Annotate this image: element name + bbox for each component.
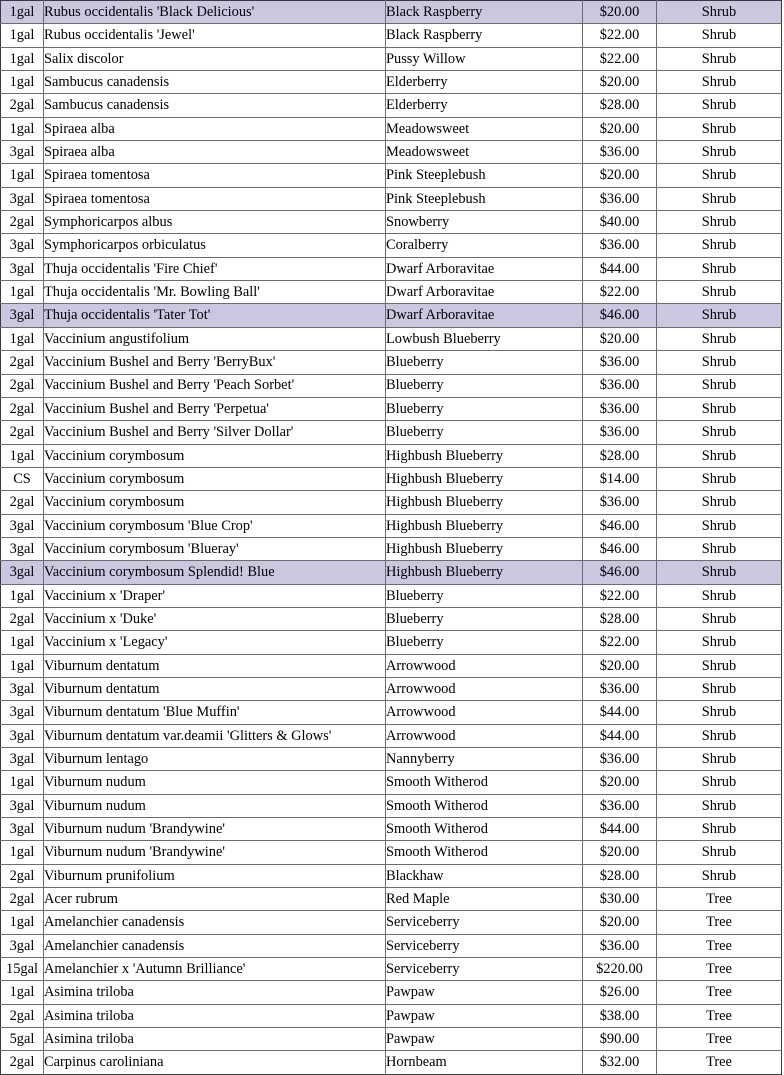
table-row[interactable] xyxy=(1,1028,782,1051)
cell-size: CS xyxy=(1,467,44,490)
cell-botanical-name: Salix discolor xyxy=(44,47,386,70)
cell-plant-type: Tree xyxy=(657,958,782,981)
cell-plant-type: Shrub xyxy=(657,748,782,771)
cell-price: $28.00 xyxy=(583,864,657,887)
table-row[interactable] xyxy=(1,1,782,24)
cell-botanical-name: Asimina triloba xyxy=(44,1004,386,1027)
cell-common-name: Highbush Blueberry xyxy=(386,561,583,584)
cell-price: $36.00 xyxy=(583,374,657,397)
cell-botanical-name: Spiraea alba xyxy=(44,141,386,164)
cell-common-name: Hornbeam xyxy=(386,1051,583,1074)
cell-plant-type: Shrub xyxy=(657,584,782,607)
table-row[interactable] xyxy=(1,911,782,934)
cell-plant-type: Shrub xyxy=(657,677,782,700)
cell-botanical-name: Carpinus caroliniana xyxy=(44,1051,386,1074)
cell-botanical-name: Viburnum dentatum xyxy=(44,654,386,677)
cell-size: 15gal xyxy=(1,958,44,981)
table-row[interactable] xyxy=(1,421,782,444)
cell-size: 3gal xyxy=(1,304,44,327)
cell-plant-type: Shrub xyxy=(657,374,782,397)
cell-price: $28.00 xyxy=(583,607,657,630)
cell-size: 1gal xyxy=(1,841,44,864)
cell-botanical-name: Symphoricarpos orbiculatus xyxy=(44,234,386,257)
cell-size: 3gal xyxy=(1,794,44,817)
cell-price: $36.00 xyxy=(583,748,657,771)
cell-plant-type: Shrub xyxy=(657,421,782,444)
table-row[interactable] xyxy=(1,724,782,747)
cell-common-name: Blueberry xyxy=(386,584,583,607)
cell-botanical-name: Amelanchier x 'Autumn Brilliance' xyxy=(44,958,386,981)
cell-common-name: Smooth Witherod xyxy=(386,818,583,841)
table-row[interactable] xyxy=(1,818,782,841)
plant-inventory-table-body xyxy=(1,1,782,1075)
cell-common-name: Arrowwood xyxy=(386,724,583,747)
cell-price: $26.00 xyxy=(583,981,657,1004)
cell-common-name: Dwarf Arboravitae xyxy=(386,257,583,280)
cell-botanical-name: Asimina triloba xyxy=(44,1028,386,1051)
cell-size: 3gal xyxy=(1,514,44,537)
table-row[interactable] xyxy=(1,1051,782,1074)
cell-common-name: Meadowsweet xyxy=(386,141,583,164)
table-row[interactable] xyxy=(1,537,782,560)
cell-common-name: Pink Steeplebush xyxy=(386,164,583,187)
cell-plant-type: Shrub xyxy=(657,818,782,841)
cell-size: 2gal xyxy=(1,397,44,420)
cell-common-name: Pawpaw xyxy=(386,1004,583,1027)
cell-botanical-name: Viburnum nudum 'Brandywine' xyxy=(44,818,386,841)
cell-size: 3gal xyxy=(1,141,44,164)
cell-plant-type: Shrub xyxy=(657,794,782,817)
cell-size: 1gal xyxy=(1,444,44,467)
table-row[interactable] xyxy=(1,607,782,630)
table-row[interactable] xyxy=(1,234,782,257)
cell-plant-type: Shrub xyxy=(657,327,782,350)
cell-price: $22.00 xyxy=(583,47,657,70)
table-row[interactable] xyxy=(1,934,782,957)
cell-size: 1gal xyxy=(1,584,44,607)
cell-price: $44.00 xyxy=(583,257,657,280)
cell-botanical-name: Vaccinium Bushel and Berry 'BerryBux' xyxy=(44,351,386,374)
cell-price: $22.00 xyxy=(583,281,657,304)
cell-price: $36.00 xyxy=(583,351,657,374)
cell-plant-type: Shrub xyxy=(657,841,782,864)
cell-price: $40.00 xyxy=(583,211,657,234)
cell-plant-type: Shrub xyxy=(657,164,782,187)
cell-plant-type: Shrub xyxy=(657,47,782,70)
cell-botanical-name: Vaccinium corymbosum 'Blueray' xyxy=(44,537,386,560)
cell-common-name: Highbush Blueberry xyxy=(386,537,583,560)
cell-price: $20.00 xyxy=(583,771,657,794)
table-row[interactable] xyxy=(1,327,782,350)
cell-botanical-name: Spiraea alba xyxy=(44,117,386,140)
cell-plant-type: Shrub xyxy=(657,141,782,164)
table-row[interactable] xyxy=(1,117,782,140)
cell-size: 2gal xyxy=(1,211,44,234)
cell-common-name: Highbush Blueberry xyxy=(386,491,583,514)
table-row[interactable] xyxy=(1,677,782,700)
cell-common-name: Dwarf Arboravitae xyxy=(386,281,583,304)
cell-size: 2gal xyxy=(1,351,44,374)
cell-size: 2gal xyxy=(1,94,44,117)
cell-size: 1gal xyxy=(1,281,44,304)
cell-botanical-name: Vaccinium Bushel and Berry 'Peach Sorbet' xyxy=(44,374,386,397)
cell-plant-type: Shrub xyxy=(657,234,782,257)
table-row[interactable] xyxy=(1,94,782,117)
table-row[interactable] xyxy=(1,211,782,234)
cell-size: 3gal xyxy=(1,677,44,700)
cell-price: $20.00 xyxy=(583,71,657,94)
cell-plant-type: Shrub xyxy=(657,607,782,630)
cell-common-name: Arrowwood xyxy=(386,677,583,700)
cell-plant-type: Tree xyxy=(657,911,782,934)
cell-size: 1gal xyxy=(1,771,44,794)
cell-plant-type: Shrub xyxy=(657,1,782,24)
cell-plant-type: Shrub xyxy=(657,117,782,140)
cell-price: $36.00 xyxy=(583,934,657,957)
cell-size: 2gal xyxy=(1,374,44,397)
cell-plant-type: Shrub xyxy=(657,514,782,537)
cell-plant-type: Tree xyxy=(657,981,782,1004)
cell-size: 1gal xyxy=(1,631,44,654)
cell-botanical-name: Thuja occidentalis 'Fire Chief' xyxy=(44,257,386,280)
cell-price: $46.00 xyxy=(583,537,657,560)
cell-botanical-name: Sambucus canadensis xyxy=(44,94,386,117)
table-row[interactable] xyxy=(1,654,782,677)
cell-botanical-name: Asimina triloba xyxy=(44,981,386,1004)
cell-price: $46.00 xyxy=(583,514,657,537)
cell-common-name: Blueberry xyxy=(386,351,583,374)
cell-plant-type: Tree xyxy=(657,1028,782,1051)
table-row[interactable] xyxy=(1,631,782,654)
table-row[interactable] xyxy=(1,467,782,490)
cell-size: 3gal xyxy=(1,537,44,560)
cell-plant-type: Tree xyxy=(657,888,782,911)
table-row[interactable] xyxy=(1,958,782,981)
cell-botanical-name: Viburnum dentatum var.deamii 'Glitters & Glows' xyxy=(44,724,386,747)
table-row[interactable] xyxy=(1,374,782,397)
cell-common-name: Smooth Witherod xyxy=(386,771,583,794)
table-row[interactable] xyxy=(1,771,782,794)
cell-price: $28.00 xyxy=(583,444,657,467)
cell-common-name: Coralberry xyxy=(386,234,583,257)
table-row[interactable] xyxy=(1,1004,782,1027)
cell-common-name: Elderberry xyxy=(386,94,583,117)
cell-price: $36.00 xyxy=(583,677,657,700)
cell-price: $28.00 xyxy=(583,94,657,117)
cell-plant-type: Shrub xyxy=(657,187,782,210)
cell-botanical-name: Vaccinium x 'Duke' xyxy=(44,607,386,630)
cell-size: 3gal xyxy=(1,818,44,841)
cell-size: 3gal xyxy=(1,748,44,771)
cell-size: 1gal xyxy=(1,1,44,24)
table-row[interactable] xyxy=(1,701,782,724)
table-row[interactable] xyxy=(1,864,782,887)
cell-price: $36.00 xyxy=(583,141,657,164)
table-row[interactable] xyxy=(1,514,782,537)
cell-plant-type: Tree xyxy=(706,1054,732,1071)
cell-price: $22.00 xyxy=(583,24,657,47)
cell-botanical-name: Rubus occidentalis 'Black Delicious' xyxy=(44,1,386,24)
cell-common-name: Blueberry xyxy=(386,607,583,630)
cell-price: $32.00 xyxy=(583,1051,657,1074)
cell-size: 5gal xyxy=(1,1028,44,1051)
cell-botanical-name: Viburnum dentatum 'Blue Muffin' xyxy=(44,701,386,724)
cell-botanical-name: Viburnum nudum xyxy=(44,794,386,817)
cell-common-name: Dwarf Arboravitae xyxy=(386,304,583,327)
cell-botanical-name: Vaccinium angustifolium xyxy=(44,327,386,350)
cell-size: 3gal xyxy=(1,187,44,210)
table-row[interactable] xyxy=(1,584,782,607)
cell-common-name: Snowberry xyxy=(386,211,583,234)
cell-common-name: Black Raspberry xyxy=(386,24,583,47)
cell-common-name: Arrowwood xyxy=(386,701,583,724)
table-row[interactable] xyxy=(1,281,782,304)
cell-price: $22.00 xyxy=(583,631,657,654)
cell-common-name: Blackhaw xyxy=(386,864,583,887)
cell-plant-type: Shrub xyxy=(657,561,782,584)
table-row[interactable] xyxy=(1,841,782,864)
cell-botanical-name: Vaccinium corymbosum Splendid! Blue xyxy=(44,561,386,584)
cell-plant-type: Shrub xyxy=(657,211,782,234)
cell-price: $20.00 xyxy=(583,841,657,864)
cell-size: 2gal xyxy=(1,421,44,444)
cell-size: 2gal xyxy=(1,491,44,514)
cell-price: $38.00 xyxy=(583,1004,657,1027)
table-row[interactable] xyxy=(1,981,782,1004)
cell-price: $36.00 xyxy=(583,794,657,817)
cell-common-name: Serviceberry xyxy=(386,958,583,981)
cell-botanical-name: Spiraea tomentosa xyxy=(44,187,386,210)
cell-botanical-name: Sambucus canadensis xyxy=(44,71,386,94)
table-row[interactable] xyxy=(1,491,782,514)
cell-common-name: Pussy Willow xyxy=(386,47,583,70)
cell-plant-type: Tree xyxy=(657,1004,782,1027)
cell-common-name: Smooth Witherod xyxy=(386,794,583,817)
cell-plant-type: Shrub xyxy=(657,444,782,467)
cell-botanical-name: Rubus occidentalis 'Jewel' xyxy=(44,24,386,47)
cell-price: $220.00 xyxy=(583,958,657,981)
cell-botanical-name: Vaccinium x 'Draper' xyxy=(44,584,386,607)
table-row[interactable] xyxy=(1,748,782,771)
cell-common-name: Highbush Blueberry xyxy=(386,514,583,537)
cell-common-name: Blueberry xyxy=(386,397,583,420)
cell-plant-type: Shrub xyxy=(657,71,782,94)
table-row[interactable] xyxy=(1,164,782,187)
cell-size: 2gal xyxy=(1,864,44,887)
cell-plant-type: Shrub xyxy=(657,537,782,560)
cell-size: 3gal xyxy=(1,701,44,724)
cell-common-name: Serviceberry xyxy=(386,934,583,957)
cell-plant-type: Shrub xyxy=(657,701,782,724)
cell-botanical-name: Vaccinium Bushel and Berry 'Perpetua' xyxy=(44,397,386,420)
cell-size: 1gal xyxy=(1,327,44,350)
cell-common-name: Lowbush Blueberry xyxy=(386,327,583,350)
table-row[interactable] xyxy=(1,444,782,467)
cell-size: 3gal xyxy=(1,724,44,747)
table-row[interactable] xyxy=(1,561,782,584)
table-row[interactable] xyxy=(1,304,782,327)
cell-common-name: Blueberry xyxy=(386,374,583,397)
cell-price: $44.00 xyxy=(583,818,657,841)
cell-plant-type: Shrub xyxy=(657,397,782,420)
cell-plant-type: Shrub xyxy=(657,724,782,747)
cell-botanical-name: Viburnum lentago xyxy=(44,748,386,771)
cell-price: $22.00 xyxy=(583,584,657,607)
cell-plant-type: Shrub xyxy=(657,94,782,117)
cell-size: 2gal xyxy=(1,1004,44,1027)
cell-botanical-name: Viburnum dentatum xyxy=(44,677,386,700)
cell-botanical-name: Viburnum prunifolium xyxy=(44,864,386,887)
cell-plant-type: Shrub xyxy=(657,631,782,654)
cell-common-name: Arrowwood xyxy=(386,654,583,677)
table-row[interactable] xyxy=(1,257,782,280)
cell-size: 2gal xyxy=(1,1051,44,1074)
cell-price: $46.00 xyxy=(583,561,657,584)
cell-size: 1gal xyxy=(1,117,44,140)
cell-botanical-name: Vaccinium corymbosum xyxy=(44,444,386,467)
cell-plant-type: Shrub xyxy=(657,304,782,327)
cell-price: $36.00 xyxy=(583,491,657,514)
cell-botanical-name: Vaccinium x 'Legacy' xyxy=(44,631,386,654)
table-row[interactable] xyxy=(1,397,782,420)
cell-common-name: Pawpaw xyxy=(386,981,583,1004)
cell-botanical-name: Vaccinium corymbosum xyxy=(44,467,386,490)
cell-common-name: Highbush Blueberry xyxy=(386,444,583,467)
cell-price: $36.00 xyxy=(583,397,657,420)
cell-common-name: Highbush Blueberry xyxy=(386,467,583,490)
cell-common-name: Serviceberry xyxy=(386,911,583,934)
cell-size: 2gal xyxy=(1,888,44,911)
cell-price: $36.00 xyxy=(583,421,657,444)
cell-common-name: Meadowsweet xyxy=(386,117,583,140)
cell-size: 1gal xyxy=(1,71,44,94)
cell-common-name: Black Raspberry xyxy=(386,1,583,24)
cell-price: $20.00 xyxy=(583,117,657,140)
cell-botanical-name: Vaccinium corymbosum 'Blue Crop' xyxy=(44,514,386,537)
cell-plant-type: Shrub xyxy=(657,491,782,514)
cell-common-name: Blueberry xyxy=(386,631,583,654)
cell-common-name: Elderberry xyxy=(386,71,583,94)
cell-botanical-name: Symphoricarpos albus xyxy=(44,211,386,234)
cell-plant-type: Shrub xyxy=(657,24,782,47)
cell-size: 2gal xyxy=(1,607,44,630)
table-row[interactable] xyxy=(1,187,782,210)
cell-botanical-name: Spiraea tomentosa xyxy=(44,164,386,187)
cell-size: 3gal xyxy=(1,561,44,584)
cell-price: $44.00 xyxy=(583,724,657,747)
cell-botanical-name: Vaccinium Bushel and Berry 'Silver Dollar' xyxy=(44,421,386,444)
cell-plant-type: Shrub xyxy=(657,864,782,887)
table-row[interactable] xyxy=(1,47,782,70)
cell-plant-type: Shrub xyxy=(657,281,782,304)
cell-price: $20.00 xyxy=(583,1,657,24)
cell-price: $90.00 xyxy=(583,1028,657,1051)
cell-price: $36.00 xyxy=(583,187,657,210)
cell-price: $44.00 xyxy=(583,701,657,724)
cell-botanical-name: Viburnum nudum xyxy=(44,771,386,794)
cell-price: $20.00 xyxy=(583,164,657,187)
cell-botanical-name: Viburnum nudum 'Brandywine' xyxy=(44,841,386,864)
cell-plant-type: Shrub xyxy=(657,351,782,374)
cell-common-name: Red Maple xyxy=(386,888,583,911)
cell-size: 3gal xyxy=(1,934,44,957)
cell-price: $14.00 xyxy=(583,467,657,490)
cell-price: $36.00 xyxy=(583,234,657,257)
cell-botanical-name: Amelanchier canadensis xyxy=(44,911,386,934)
cell-botanical-name: Thuja occidentalis 'Tater Tot' xyxy=(44,304,386,327)
cell-size: 1gal xyxy=(1,654,44,677)
cell-size: 1gal xyxy=(1,981,44,1004)
cell-price: $20.00 xyxy=(583,654,657,677)
cell-size: 3gal xyxy=(1,257,44,280)
table-row[interactable] xyxy=(1,71,782,94)
cell-botanical-name: Acer rubrum xyxy=(44,888,386,911)
cell-size: 1gal xyxy=(1,164,44,187)
cell-plant-type: Shrub xyxy=(657,654,782,677)
cell-price: $20.00 xyxy=(583,327,657,350)
cell-common-name: Pink Steeplebush xyxy=(386,187,583,210)
table-row[interactable] xyxy=(1,794,782,817)
cell-size: 3gal xyxy=(1,234,44,257)
cell-botanical-name: Thuja occidentalis 'Mr. Bowling Ball' xyxy=(44,281,386,304)
cell-price: $46.00 xyxy=(583,304,657,327)
cell-common-name: Blueberry xyxy=(386,421,583,444)
cell-common-name: Pawpaw xyxy=(386,1028,583,1051)
cell-size: 1gal xyxy=(1,911,44,934)
cell-plant-type: Shrub xyxy=(657,257,782,280)
cell-common-name: Smooth Witherod xyxy=(386,841,583,864)
cell-plant-type: Tree xyxy=(657,934,782,957)
cell-plant-type: Shrub xyxy=(657,771,782,794)
cell-botanical-name: Vaccinium corymbosum xyxy=(44,491,386,514)
table-row[interactable] xyxy=(1,888,782,911)
cell-size: 1gal xyxy=(1,24,44,47)
table-row[interactable] xyxy=(1,141,782,164)
table-row[interactable] xyxy=(1,24,782,47)
cell-price: $30.00 xyxy=(583,888,657,911)
cell-common-name: Nannyberry xyxy=(386,748,583,771)
table-row[interactable] xyxy=(1,351,782,374)
cell-size: 1gal xyxy=(1,47,44,70)
cell-botanical-name: Amelanchier canadensis xyxy=(44,934,386,957)
cell-plant-type: Shrub xyxy=(657,467,782,490)
cell-price: $20.00 xyxy=(583,911,657,934)
